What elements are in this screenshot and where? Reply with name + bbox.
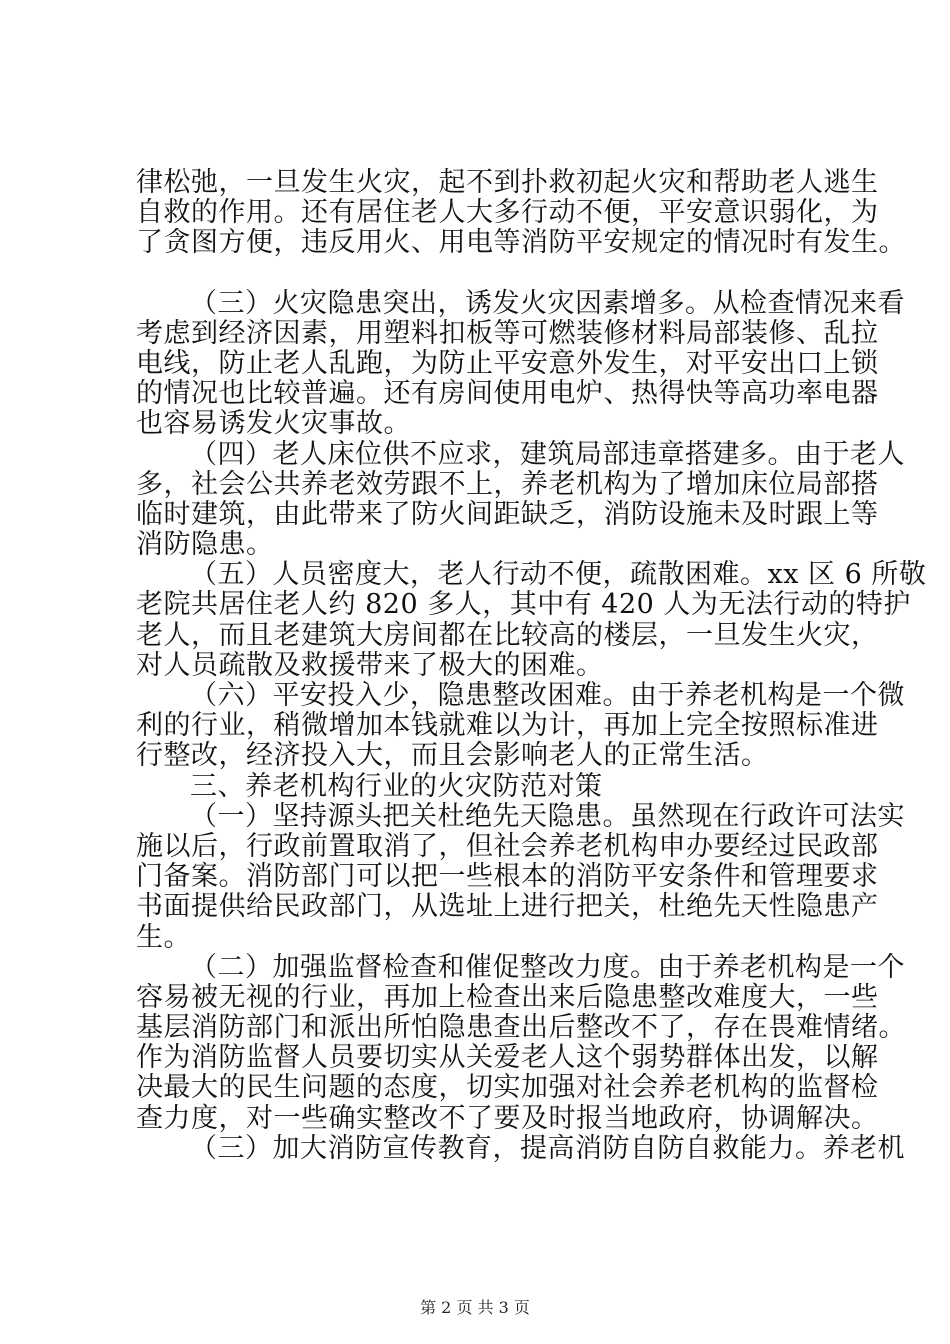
section-heading: 三、养老机构行业的火灾防范对策 <box>190 770 603 802</box>
text-line: 了贪图方便，违反用火、用电等消防平安规定的情况时有发生。 <box>136 227 906 259</box>
page-footer: 第 2 页 共 3 页 <box>420 1298 530 1317</box>
text-line: 消防隐患。 <box>136 529 274 561</box>
text-line: 考虑到经济因素，用塑料扣板等可燃装修材料局部装修、乱拉 <box>136 317 879 349</box>
text-line: 作为消防监督人员要切实从关爱老人这个弱势群体出发，以解 <box>136 1042 879 1074</box>
text-line: 容易被无视的行业，再加上检查出来后隐患整改难度大，一些 <box>136 981 879 1013</box>
text-line: 利的行业，稍微增加本钱就难以为计，再加上完全按照标准进 <box>136 710 879 742</box>
text-line: 对人员疏散及救援带来了极大的困难。 <box>136 649 604 681</box>
text-line: 生。 <box>136 921 191 953</box>
text-line: 律松弛，一旦发生火灾，起不到扑救初起火灾和帮助老人逃生 <box>136 167 879 198</box>
text-line: 查力度，对一些确实整改不了要及时报当地政府，协调解决。 <box>136 1102 879 1134</box>
text-line: 也容易诱发火灾事故。 <box>136 408 411 440</box>
text-line: （三）火灾隐患突出，诱发火灾因素增多。从检查情况来看 <box>190 287 905 319</box>
text-line: （三）加大消防宣传教育，提高消防自防自救能力。养老机 <box>190 1132 905 1164</box>
text-line: 决最大的民生问题的态度，切实加强对社会养老机构的监督检 <box>136 1072 879 1104</box>
text-line: 行整改，经济投入大，而且会影响老人的正常生活。 <box>136 740 769 772</box>
text-line: （一）坚持源头把关杜绝先天隐患。虽然现在行政许可法实 <box>190 800 905 832</box>
text-line: （二）加强监督检查和催促整改力度。由于养老机构是一个 <box>190 951 905 983</box>
text-line: 书面提供给民政部门，从选址上进行把关，杜绝先天性隐患产 <box>136 891 879 923</box>
text-line: 电线，防止老人乱跑，为防止平安意外发生，对平安出口上锁 <box>136 347 879 379</box>
document-body <box>136 167 927 1164</box>
text-line: 临时建筑，由此带来了防火间距缺乏，消防设施未及时跟上等 <box>136 498 879 530</box>
text-line: 自救的作用。还有居住老人大多行动不便，平安意识弱化，为 <box>136 197 879 229</box>
text-line: 基层消防部门和派出所怕隐患查出后整改不了，存在畏难情绪。 <box>136 1012 906 1044</box>
text-line: 施以后，行政前置取消了，但社会养老机构申办要经过民政部 <box>136 830 879 862</box>
text-line: 门备案。消防部门可以把一些根本的消防平安条件和管理要求 <box>136 861 879 893</box>
text-line: （五）人员密度大，老人行动不便，疏散困难。xx 区 6 所敬 <box>190 559 927 591</box>
text-line: （六）平安投入少，隐患整改困难。由于养老机构是一个微 <box>190 680 905 711</box>
paragraph-gap <box>136 259 848 289</box>
text-line: 老人，而且老建筑大房间都在比较高的楼层，一旦发生火灾， <box>136 619 879 651</box>
text-line: 的情况也比较普遍。还有房间使用电炉、热得快等高功率电器 <box>136 378 879 410</box>
text-line: 多，社会公共养老效劳跟不上，养老机构为了增加床位局部搭 <box>136 468 879 500</box>
text-line: （四）老人床位供不应求，建筑局部违章搭建多。由于老人 <box>190 438 905 470</box>
text-line: 老院共居住老人约 820 多人，其中有 420 人为无法行动的特护 <box>136 589 911 621</box>
